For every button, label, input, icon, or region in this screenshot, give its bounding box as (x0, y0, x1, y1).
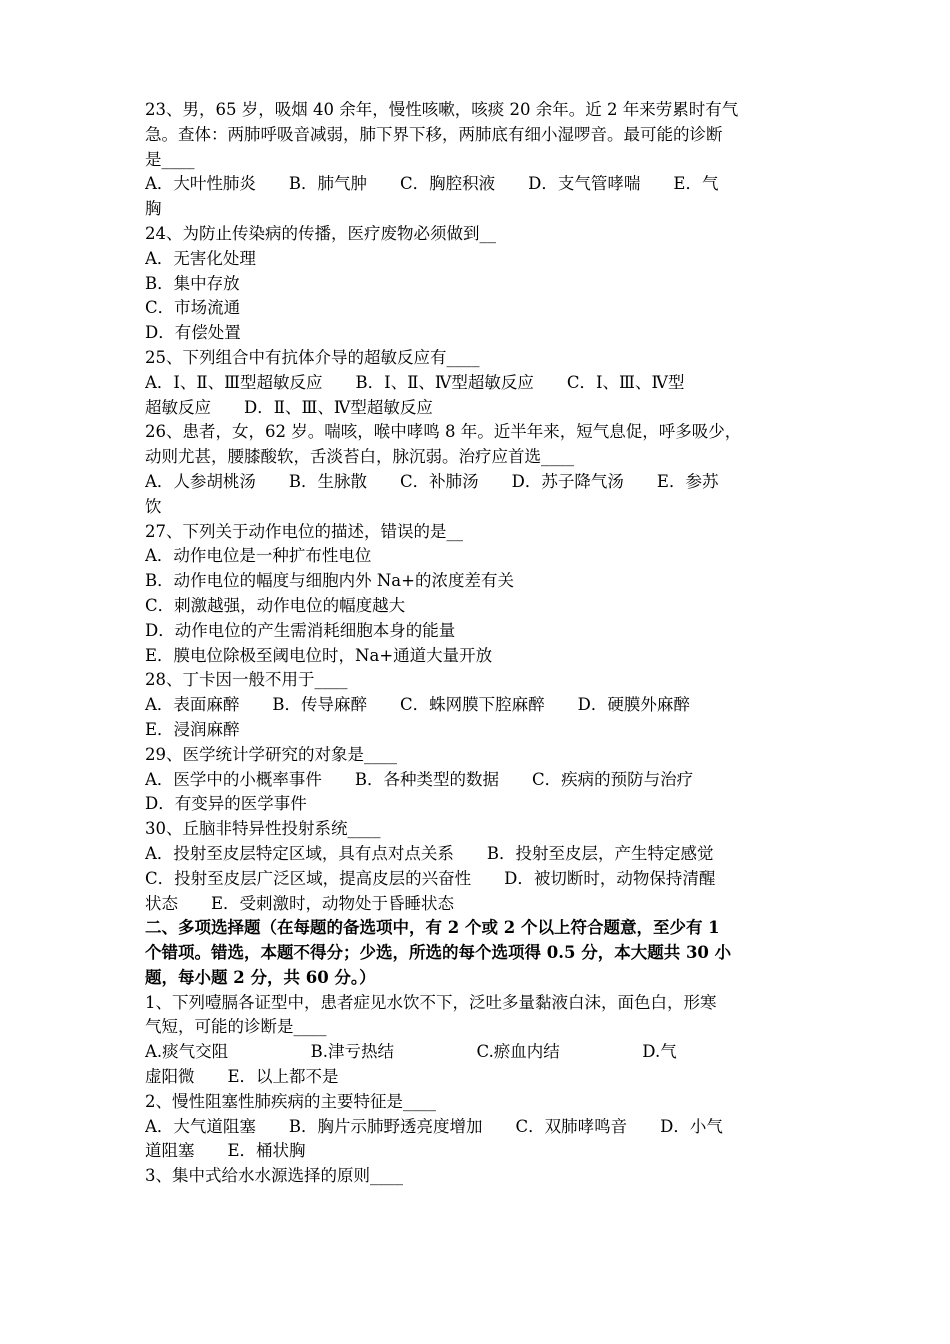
text-line: A．投射至皮层特定区域，具有点对点关系 B．投射至皮层，产生特定感觉 (145, 843, 714, 863)
text-line: C．市场流通 (145, 298, 241, 318)
text-line: A．大气道阻塞 B．胸片示肺野透亮度增加 C．双肺哮鸣音 D．小气 (145, 1116, 723, 1136)
section-heading-line: 题，每小题 2 分，共 60 分。） (145, 967, 376, 987)
text-line: B．集中存放 (145, 273, 240, 293)
text-line: C．投射至皮层广泛区域，提高皮层的兴奋性 D．被切断时，动物保持清醒 (145, 868, 716, 888)
text-line: D．有变异的医学事件 (145, 794, 307, 814)
text-line: 23、男，65 岁，吸烟 40 余年，慢性咳嗽，咳痰 20 余年。近 2 年来劳累时有气 (145, 100, 739, 119)
text-line: 胸 (145, 199, 162, 219)
document-page (145, 98, 810, 1189)
text-line: 气短，可能的诊断是____ (145, 1017, 327, 1037)
text-line: E．浸润麻醉 (145, 719, 240, 739)
text-line: A．动作电位是一种扩布性电位 (145, 546, 372, 566)
text-line: 24、为防止传染病的传播，医疗废物必须做到__ (145, 223, 496, 243)
text-line: 28、丁卡因一般不用于____ (145, 670, 348, 690)
section-heading-line: 个错项。错选，本题不得分；少选，所选的每个选项得 0.5 分，本大题共 30 小 (145, 943, 732, 963)
text-line: 是____ (145, 149, 195, 169)
text-line: C．刺激越强，动作电位的幅度越大 (145, 595, 406, 615)
text-line: 状态 E．受刺激时，动物处于昏睡状态 (145, 893, 455, 913)
section-heading-line: 二、多项选择题（在每题的备选项中，有 2 个或 2 个以上符合题意，至少有 1 (145, 918, 720, 938)
text-line: A．大叶性肺炎 B．肺气肿 C．胸腔积液 D．支气管哮喘 E．气 (145, 174, 719, 194)
text-line: D．动作电位的产生需消耗细胞本身的能量 (145, 620, 456, 640)
text-line: 虚阳微 E．以上都不是 (145, 1067, 339, 1087)
text-line: 25、下列组合中有抗体介导的超敏反应有____ (145, 347, 480, 367)
text-line: 动则尤甚，腰膝酸软，舌淡苔白，脉沉弱。治疗应首选____ (145, 447, 574, 467)
text-line: 饮 (145, 496, 162, 516)
text-line: B．动作电位的幅度与细胞内外 Na+的浓度差有关 (145, 571, 514, 591)
text-line: 3、集中式给水水源选择的原则____ (145, 1166, 403, 1186)
text-line: 29、医学统计学研究的对象是____ (145, 744, 397, 764)
text-line: D．有偿处置 (145, 323, 241, 343)
text-line: 26、患者，女，62 岁。喘咳，喉中哮鸣 8 年。近半年来，短气息促，呼多吸少， (145, 422, 742, 442)
text-line: A．表面麻醉 B．传导麻醉 C．蛛网膜下腔麻醉 D．硬膜外麻醉 (145, 695, 690, 715)
text-line: 超敏反应 D．Ⅱ、Ⅲ、Ⅳ型超敏反应 (145, 397, 433, 417)
text-line: A．人参胡桃汤 B．生脉散 C．补肺汤 D．苏子降气汤 E．参苏 (145, 471, 719, 491)
text-line: A．医学中的小概率事件 B．各种类型的数据 C．疾病的预防与治疗 (145, 769, 694, 789)
text-line: A．Ⅰ、Ⅱ、Ⅲ型超敏反应 B．Ⅰ、Ⅱ、Ⅳ型超敏反应 C．Ⅰ、Ⅲ、Ⅳ型 (145, 372, 685, 392)
text-line: 30、丘脑非特异性投射系统____ (145, 819, 381, 839)
text-line: A．无害化处理 (145, 248, 256, 268)
text-line: 2、慢性阻塞性肺疾病的主要特征是____ (145, 1091, 436, 1111)
text-line: 道阻塞 E．桶状胸 (145, 1141, 306, 1161)
text-line: 27、下列关于动作电位的描述，错误的是__ (145, 521, 463, 541)
text-line: A.痰气交阻 B.津亏热结 C.瘀血内结 D.气 (145, 1042, 677, 1062)
text-line: 急。查体：两肺呼吸音减弱，肺下界下移，两肺底有细小湿啰音。最可能的诊断 (145, 124, 723, 144)
text-line: E．膜电位除极至阈电位时，Na+通道大量开放 (145, 645, 493, 665)
text-line: 1、下列噎膈各证型中，患者症见水饮不下，泛吐多量黏液白沫，面色白，形寒 (145, 992, 717, 1012)
